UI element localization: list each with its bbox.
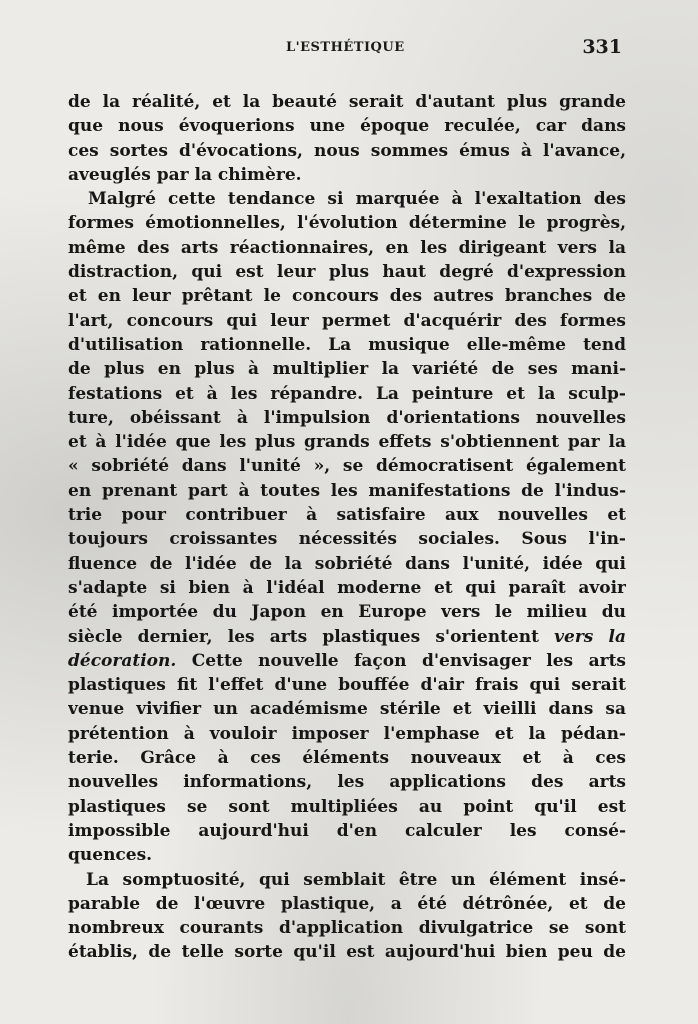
text-line: trie pour contribuer à satisfaire aux nouvelles et	[68, 505, 626, 526]
text-line: impossible aujourd'hui d'en calculer les consé-	[68, 820, 626, 841]
text-line: fluence de l'idée de la sobriété dans l'unité, idée qui	[68, 553, 626, 574]
text-segment: Cette nouvelle façon d'envisager les arts	[191, 650, 626, 671]
text-line: aveuglés par la chimère.	[68, 164, 302, 185]
text-line: d'utilisation rationnelle. La musique elle-même tend	[68, 334, 626, 355]
text-line: plastiques fit l'effet d'une bouffée d'air frais qui serait	[68, 675, 626, 696]
text-line: s'adapte si bien à l'idéal moderne et qui paraît avoir	[68, 577, 626, 598]
text-line: que nous évoquerions une époque reculée, car dans	[68, 116, 626, 137]
text-line: été importée du Japon en Europe vers le milieu du	[68, 602, 626, 623]
text-line: nouvelles informations, les applications des arts	[68, 772, 626, 793]
text-line: l'art, concours qui leur permet d'acquérir des formes	[68, 310, 626, 331]
text-line: quences.	[68, 845, 153, 866]
text-line: plastiques se sont multipliées au point qu'il est	[68, 796, 626, 817]
italic-text: décoration.	[68, 650, 177, 671]
text-line: Malgré cette tendance si marquée à l'exaltation des	[88, 189, 626, 210]
text-line: ces sortes d'évocations, nous sommes émus à l'avance,	[68, 140, 626, 161]
text-line: « sobriété dans l'unité », se démocratisent également	[68, 456, 626, 477]
running-title: L'ESTHÉTIQUE	[286, 40, 405, 55]
text-line: parable de l'œuvre plastique, a été détrônée, et de	[68, 893, 626, 914]
text-segment: siècle dernier, les arts plastiques s'orientent	[68, 626, 539, 647]
text-line: établis, de telle sorte qu'il est aujourd'hui bien peu de	[68, 942, 626, 963]
text-line: festations et à les répandre. La peinture et la sculp-	[68, 383, 626, 404]
text-line: ture, obéissant à l'impulsion d'orientations nouvelles	[68, 407, 626, 428]
text-line: terie. Grâce à ces éléments nouveaux et à ces	[68, 748, 626, 769]
text-line: et en leur prêtant le concours des autres branches de	[68, 286, 626, 307]
text-line	[68, 625, 626, 649]
text-line: nombreux courants d'application divulgatrice se sont	[68, 918, 626, 939]
text-line: La somptuosité, qui semblait être un élément insé-	[86, 869, 626, 890]
text-line: toujours croissantes nécessités sociales. Sous l'in-	[68, 529, 626, 550]
italic-text: vers la	[554, 626, 626, 647]
text-line: en prenant part à toutes les manifestations de l'indus-	[68, 480, 626, 501]
text-line: formes émotionnelles, l'évolution détermine le progrès,	[68, 213, 626, 234]
text-line: venue vivifier un académisme stérile et vieilli dans sa	[68, 699, 626, 720]
page-number: 331	[582, 36, 622, 58]
text-line	[68, 649, 626, 673]
text-line: distraction, qui est leur plus haut degré d'expression	[68, 262, 626, 283]
text-line: de plus en plus à multiplier la variété de ses mani-	[68, 359, 626, 380]
running-head	[68, 36, 628, 60]
text-line: prétention à vouloir imposer l'emphase et la pédan-	[68, 723, 626, 744]
body-text	[68, 90, 626, 965]
text-line: même des arts réactionnaires, en les dirigeant vers la	[68, 237, 626, 258]
text-line: et à l'idée que les plus grands effets s'obtiennent par la	[68, 432, 626, 453]
text-line: de la réalité, et la beauté serait d'autant plus grande	[68, 92, 626, 112]
